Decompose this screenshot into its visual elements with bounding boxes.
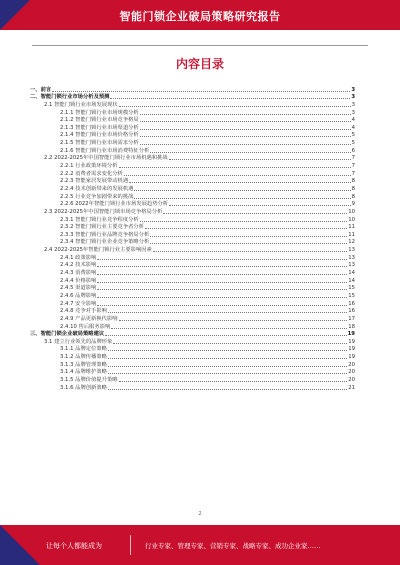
toc-entry-title: 2.3.1 智能门锁行业竞争程度分析 (60, 216, 139, 223)
footer-slogan-left: 让每个人都能成为 (46, 542, 102, 550)
toc-leader-dots (124, 174, 351, 176)
toc-entry-title: 2.4.2 技术影响 (60, 262, 97, 269)
toc-leader-dots (134, 189, 350, 191)
toc-entry-title: 2.2.4 技术创新带来的发展机遇 (60, 185, 134, 192)
toc-entry-page: 19 (348, 354, 355, 361)
toc-entry-title: 3.1.6 品牌创新策略 (60, 384, 107, 391)
toc-entry-title: 2.2.5 行业竞争加剧带来的挑战 (60, 193, 134, 200)
toc-entry-page: 3 (351, 86, 355, 93)
toc-leader-dots (169, 204, 351, 206)
toc-entry-title: 3.1.5 品牌价值提升策略 (60, 376, 118, 383)
toc-leader-dots (119, 380, 348, 382)
toc-leader-dots (97, 281, 347, 283)
toc-leader-dots (119, 105, 351, 107)
toc-leader-dots (140, 135, 351, 137)
toc-entry-page: 19 (348, 346, 355, 353)
toc-entry-page: 7 (351, 155, 355, 162)
toc-entry-title: 2.1.2 智能门锁行业市场竞争格局 (60, 117, 139, 124)
toc-entry-title: 2.4.6 品牌影响 (60, 292, 97, 299)
toc-entry-title: 2.4.3 消费影响 (60, 270, 97, 277)
toc-entry-page: 3 (351, 101, 355, 108)
toc-leader-dots (110, 97, 350, 99)
toc-leader-dots (140, 220, 348, 222)
toc-entry-title: 一、前言 (30, 86, 52, 93)
toc-entry-page: 3 (351, 109, 355, 116)
toc-leader-dots (108, 388, 347, 390)
toc-entry-page: 12 (348, 239, 355, 246)
toc-entry-title: 2.3 2022-2025年中国智能门锁市场竞争格局分析 (44, 208, 163, 215)
toc-entry-page: 13 (348, 262, 355, 269)
toc-entry-title: 2.1.5 智能门锁行业市场需求分析 (60, 140, 139, 147)
toc-leader-dots (119, 319, 348, 321)
toc-entry-title: 2.2.6 2022年智能门锁行业市场发展趋势分析 (60, 201, 169, 208)
toc-entry-page: 16 (348, 300, 355, 307)
toc-entry-title: 2.1.4 智能门锁行业市场价格分析 (60, 132, 139, 139)
toc-entry-page: 5 (351, 140, 355, 147)
header-divider (32, 45, 368, 46)
toc-leader-dots (153, 250, 347, 252)
toc-entry-title: 2.4.4 价格影响 (60, 277, 97, 284)
toc-entry-page: 5 (351, 132, 355, 139)
toc-entry-title: 2.3.4 智能门锁行业企业竞争策略分析 (60, 239, 150, 246)
toc-entry[interactable] (30, 383, 355, 391)
toc-leader-dots (108, 357, 347, 359)
toc-entry-page: 16 (348, 308, 355, 315)
toc-leader-dots (97, 258, 347, 260)
toc-entry-title: 2.1.1 智能门锁行业市场规模分析 (60, 109, 139, 116)
toc-entry-title: 3.1.2 品牌传播策略 (60, 354, 107, 361)
footer-slogan-right: 行业专家、管理专家、营销专家、战略专家、成功企业家…… (145, 542, 321, 550)
page-number: 2 (198, 511, 202, 517)
toc-heading: 内容目录 (175, 57, 224, 71)
toc-entry-page: 19 (348, 338, 355, 345)
toc-entry-page: 14 (348, 270, 355, 277)
toc-entry-title: 2.4.10 售后服务影响 (60, 323, 111, 330)
toc-leader-dots (140, 113, 351, 115)
toc-leader-dots (119, 166, 351, 168)
toc-entry-title: 2.4.1 政策影响 (60, 254, 97, 261)
toc-entry-title: 2.1 智能门锁行业市场发展现状 (44, 101, 118, 108)
toc-entry-page: 3 (351, 94, 355, 101)
toc-entry-page: 6 (351, 147, 355, 154)
toc-entry-title: 2.4.5 渠道影响 (60, 285, 97, 292)
toc-leader-dots (108, 372, 347, 374)
toc-entry-title: 2.2.2 消费者需求变化分析 (60, 170, 123, 177)
toc-leader-dots (150, 235, 347, 237)
toc-leader-dots (163, 212, 347, 214)
toc-entry-title: 2.4.8 竞争对手影响 (60, 308, 107, 315)
toc-leader-dots (169, 158, 351, 160)
toc-leader-dots (97, 265, 347, 267)
toc-entry-page: 18 (348, 323, 355, 330)
footer-banner (0, 525, 400, 565)
toc-entry-title: 三、智能门锁企业破局策略建议 (30, 331, 105, 338)
toc-entry-page: 10 (348, 216, 355, 223)
toc-leader-dots (111, 327, 347, 329)
toc-entry-page: 8 (351, 178, 355, 185)
toc-entry-title: 3.1.3 品牌管理策略 (60, 361, 107, 368)
toc-entry-page: 11 (348, 224, 355, 231)
toc-leader-dots (150, 242, 347, 244)
toc-entry-page: 7 (351, 170, 355, 177)
toc-leader-dots (108, 349, 347, 351)
toc-entry-page: 10 (348, 208, 355, 215)
toc-entry-page: 20 (348, 361, 355, 368)
toc-leader-dots (140, 120, 351, 122)
table-of-contents (30, 85, 355, 391)
toc-entry-title: 2.4 2022-2025年智能门锁行业主要影响因素 (44, 247, 152, 254)
header-banner (0, 0, 400, 30)
toc-entry-title: 2.1.3 智能门锁行业市场渠道分析 (60, 124, 139, 131)
toc-entry-title: 2.1.6 智能门锁行业市场消费特征分析 (60, 147, 150, 154)
toc-entry-title: 2.2.3 智能家居发展带动机遇 (60, 178, 129, 185)
toc-leader-dots (140, 143, 351, 145)
toc-leader-dots (140, 128, 351, 130)
toc-entry-page: 11 (348, 231, 355, 238)
toc-leader-dots (108, 311, 347, 313)
toc-entry-page: 4 (351, 124, 355, 131)
toc-entry-page: 21 (348, 384, 355, 391)
toc-entry-title: 2.2.1 行业政策环境分析 (60, 163, 118, 170)
toc-entry-page: 8 (351, 193, 355, 200)
toc-entry-page: 19 (347, 331, 355, 338)
toc-leader-dots (97, 273, 347, 275)
toc-entry-title: 3.1 建立行业领先的品牌形象 (44, 338, 113, 345)
footer-divider (130, 535, 131, 555)
toc-entry-page: 14 (348, 277, 355, 284)
toc-entry-title: 2.2 2022-2025年中国智能门锁行业市场机遇和挑战 (44, 155, 168, 162)
toc-entry-title: 2.3.2 智能门锁行业主要竞争者分析 (60, 224, 145, 231)
toc-entry-page: 17 (348, 315, 355, 322)
toc-leader-dots (97, 288, 347, 290)
toc-entry-page: 20 (348, 369, 355, 376)
toc-entry-title: 3.1.1 品牌定位策略 (60, 346, 107, 353)
toc-leader-dots (145, 227, 347, 229)
toc-entry-title: 二、智能门锁行业市场分析及预测 (30, 94, 110, 101)
toc-entry-title: 2.3.3 智能门锁行业品牌竞争格局分析 (60, 231, 150, 238)
toc-leader-dots (105, 334, 346, 336)
toc-leader-dots (108, 365, 347, 367)
toc-entry-title: 3.1.4 品牌维护策略 (60, 369, 107, 376)
toc-entry-title: 2.4.7 安全影响 (60, 300, 97, 307)
toc-entry-title: 2.4.9 产品更新换代影响 (60, 315, 118, 322)
toc-entry-page: 9 (351, 201, 355, 208)
toc-entry-page: 20 (348, 376, 355, 383)
report-title: 智能门锁企业破局策略研究报告 (119, 10, 281, 23)
toc-entry-page: 4 (351, 117, 355, 124)
toc-leader-dots (97, 296, 347, 298)
toc-entry-page: 8 (351, 185, 355, 192)
toc-entry-page: 15 (348, 292, 355, 299)
toc-entry-page: 13 (348, 247, 355, 254)
toc-leader-dots (129, 181, 350, 183)
toc-entry-page: 15 (348, 285, 355, 292)
toc-entry-page: 13 (348, 254, 355, 261)
toc-leader-dots (97, 304, 347, 306)
toc-entry-page: 7 (351, 163, 355, 170)
toc-leader-dots (150, 151, 350, 153)
footer-accent-triangle (0, 525, 40, 565)
toc-leader-dots (113, 342, 347, 344)
